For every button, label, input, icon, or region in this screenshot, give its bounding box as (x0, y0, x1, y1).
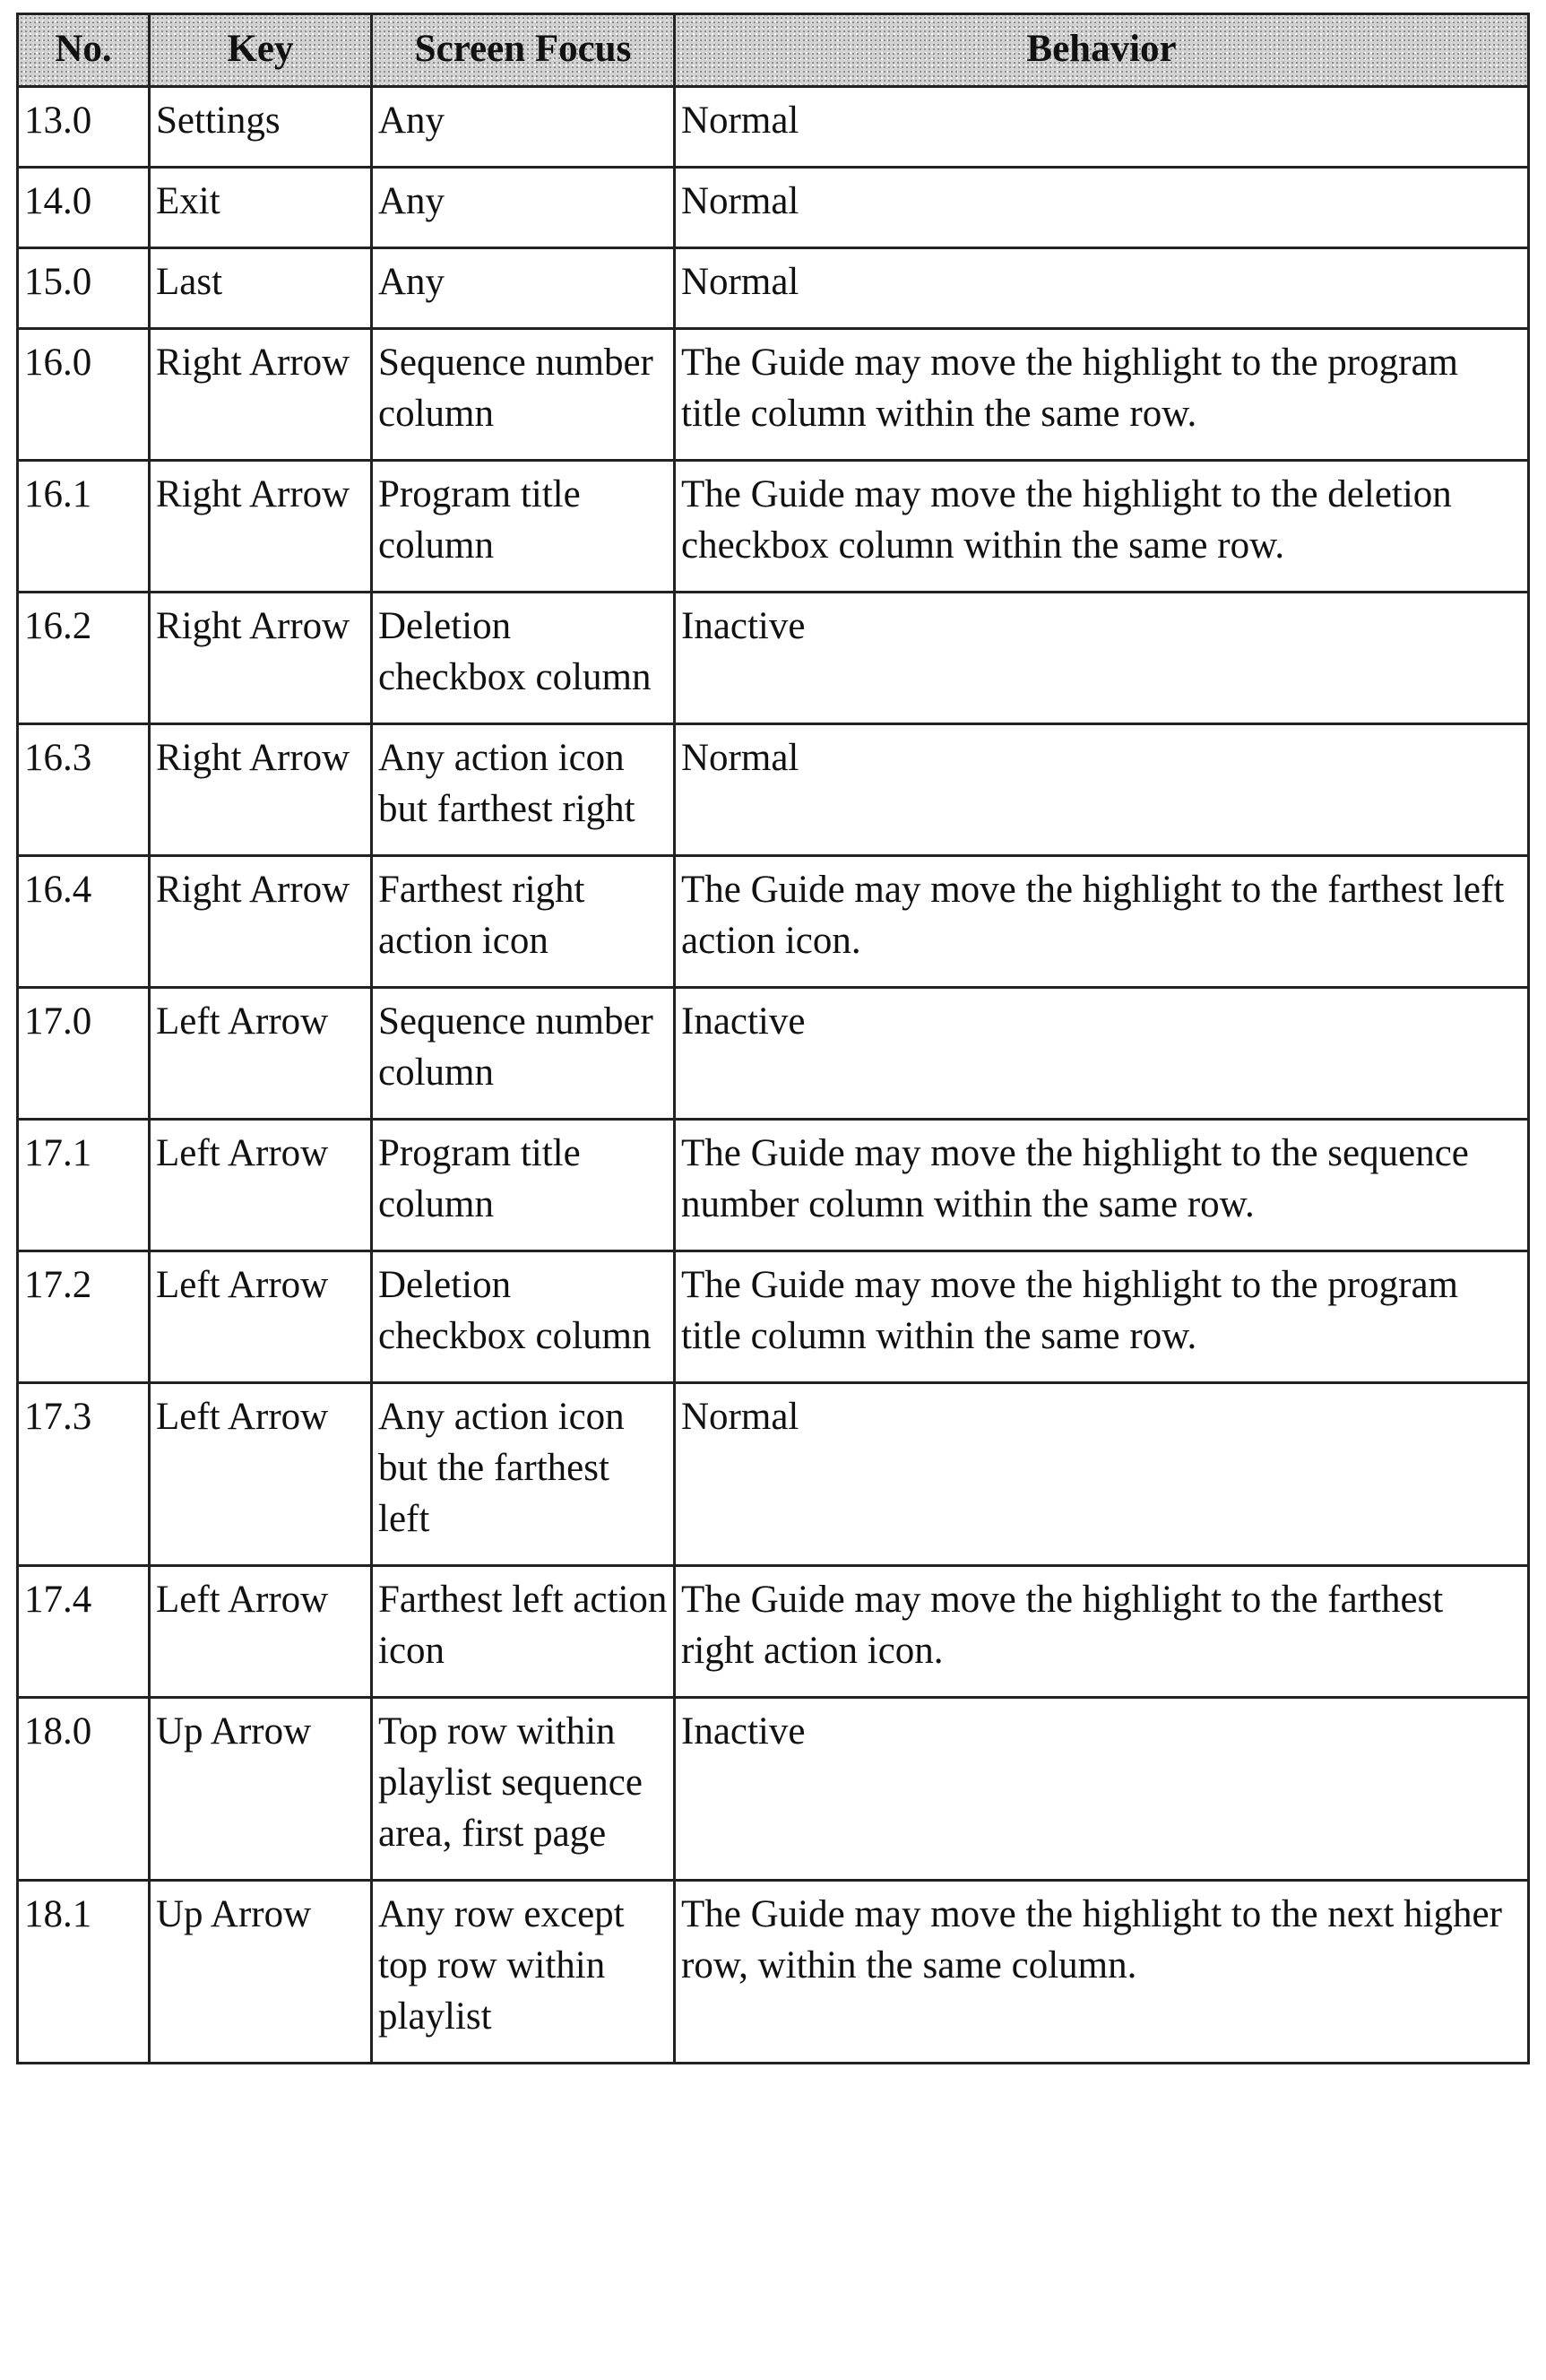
table-row (18, 856, 1529, 988)
cell-behavior: Inactive (675, 988, 1529, 1120)
cell-behavior: Normal (675, 248, 1529, 329)
cell-screen-focus: Any row except top row within playlist (372, 1881, 675, 2064)
table-row (18, 168, 1529, 248)
header-no: No. (18, 14, 150, 87)
cell-no: 13.0 (18, 87, 150, 168)
cell-behavior: Inactive (675, 1698, 1529, 1881)
cell-behavior: Normal (675, 1383, 1529, 1566)
cell-screen-focus: Sequence number column (372, 329, 675, 461)
cell-screen-focus: Any action icon but farthest right (372, 724, 675, 856)
header-behavior: Behavior (675, 14, 1529, 87)
table-row (18, 87, 1529, 168)
cell-key: Settings (150, 87, 372, 168)
cell-no: 15.0 (18, 248, 150, 329)
cell-key: Up Arrow (150, 1698, 372, 1881)
table-row (18, 248, 1529, 329)
cell-key: Left Arrow (150, 1120, 372, 1251)
table-row (18, 1698, 1529, 1881)
cell-no: 16.3 (18, 724, 150, 856)
cell-key: Left Arrow (150, 1251, 372, 1383)
cell-screen-focus: Any (372, 248, 675, 329)
cell-screen-focus: Any (372, 168, 675, 248)
cell-behavior: The Guide may move the highlight to the program title column within the same row. (675, 329, 1529, 461)
cell-key: Up Arrow (150, 1881, 372, 2064)
table-row (18, 593, 1529, 724)
cell-no: 16.1 (18, 461, 150, 593)
cell-no: 16.2 (18, 593, 150, 724)
cell-key: Right Arrow (150, 593, 372, 724)
cell-no: 18.0 (18, 1698, 150, 1881)
cell-no: 17.1 (18, 1120, 150, 1251)
cell-behavior: Normal (675, 87, 1529, 168)
cell-key: Left Arrow (150, 988, 372, 1120)
header-key: Key (150, 14, 372, 87)
cell-screen-focus: Program title column (372, 1120, 675, 1251)
cell-key: Right Arrow (150, 724, 372, 856)
cell-behavior: The Guide may move the highlight to the sequence number column within the same row. (675, 1120, 1529, 1251)
cell-screen-focus: Farthest left action icon (372, 1566, 675, 1698)
cell-screen-focus: Any (372, 87, 675, 168)
cell-key: Exit (150, 168, 372, 248)
table-row (18, 461, 1529, 593)
cell-behavior: The Guide may move the highlight to the deletion checkbox column within the same row. (675, 461, 1529, 593)
table-row (18, 988, 1529, 1120)
cell-key: Right Arrow (150, 856, 372, 988)
cell-no: 17.3 (18, 1383, 150, 1566)
table-row (18, 1881, 1529, 2064)
cell-screen-focus: Deletion checkbox column (372, 593, 675, 724)
cell-behavior: Normal (675, 168, 1529, 248)
cell-no: 17.2 (18, 1251, 150, 1383)
cell-screen-focus: Farthest right action icon (372, 856, 675, 988)
table-row (18, 724, 1529, 856)
header-screen-focus: Screen Focus (372, 14, 675, 87)
cell-key: Left Arrow (150, 1383, 372, 1566)
table-row (18, 1251, 1529, 1383)
cell-no: 14.0 (18, 168, 150, 248)
cell-behavior: The Guide may move the highlight to the next higher row, within the same column. (675, 1881, 1529, 2064)
table-row (18, 1120, 1529, 1251)
cell-behavior: The Guide may move the highlight to the program title column within the same row. (675, 1251, 1529, 1383)
cell-no: 16.0 (18, 329, 150, 461)
table-row (18, 1383, 1529, 1566)
table-row (18, 329, 1529, 461)
header-row (18, 14, 1529, 87)
cell-no: 17.4 (18, 1566, 150, 1698)
table-row (18, 1566, 1529, 1698)
cell-screen-focus: Any action icon but the farthest left (372, 1383, 675, 1566)
key-behavior-table (16, 13, 1530, 2064)
cell-no: 17.0 (18, 988, 150, 1120)
cell-behavior: Normal (675, 724, 1529, 856)
cell-no: 16.4 (18, 856, 150, 988)
cell-behavior: The Guide may move the highlight to the farthest right action icon. (675, 1566, 1529, 1698)
cell-key: Right Arrow (150, 329, 372, 461)
cell-screen-focus: Top row within playlist sequence area, first page (372, 1698, 675, 1881)
cell-key: Left Arrow (150, 1566, 372, 1698)
cell-key: Last (150, 248, 372, 329)
cell-behavior: The Guide may move the highlight to the farthest left action icon. (675, 856, 1529, 988)
cell-no: 18.1 (18, 1881, 150, 2064)
cell-behavior: Inactive (675, 593, 1529, 724)
cell-screen-focus: Deletion checkbox column (372, 1251, 675, 1383)
cell-key: Right Arrow (150, 461, 372, 593)
cell-screen-focus: Program title column (372, 461, 675, 593)
cell-screen-focus: Sequence number column (372, 988, 675, 1120)
